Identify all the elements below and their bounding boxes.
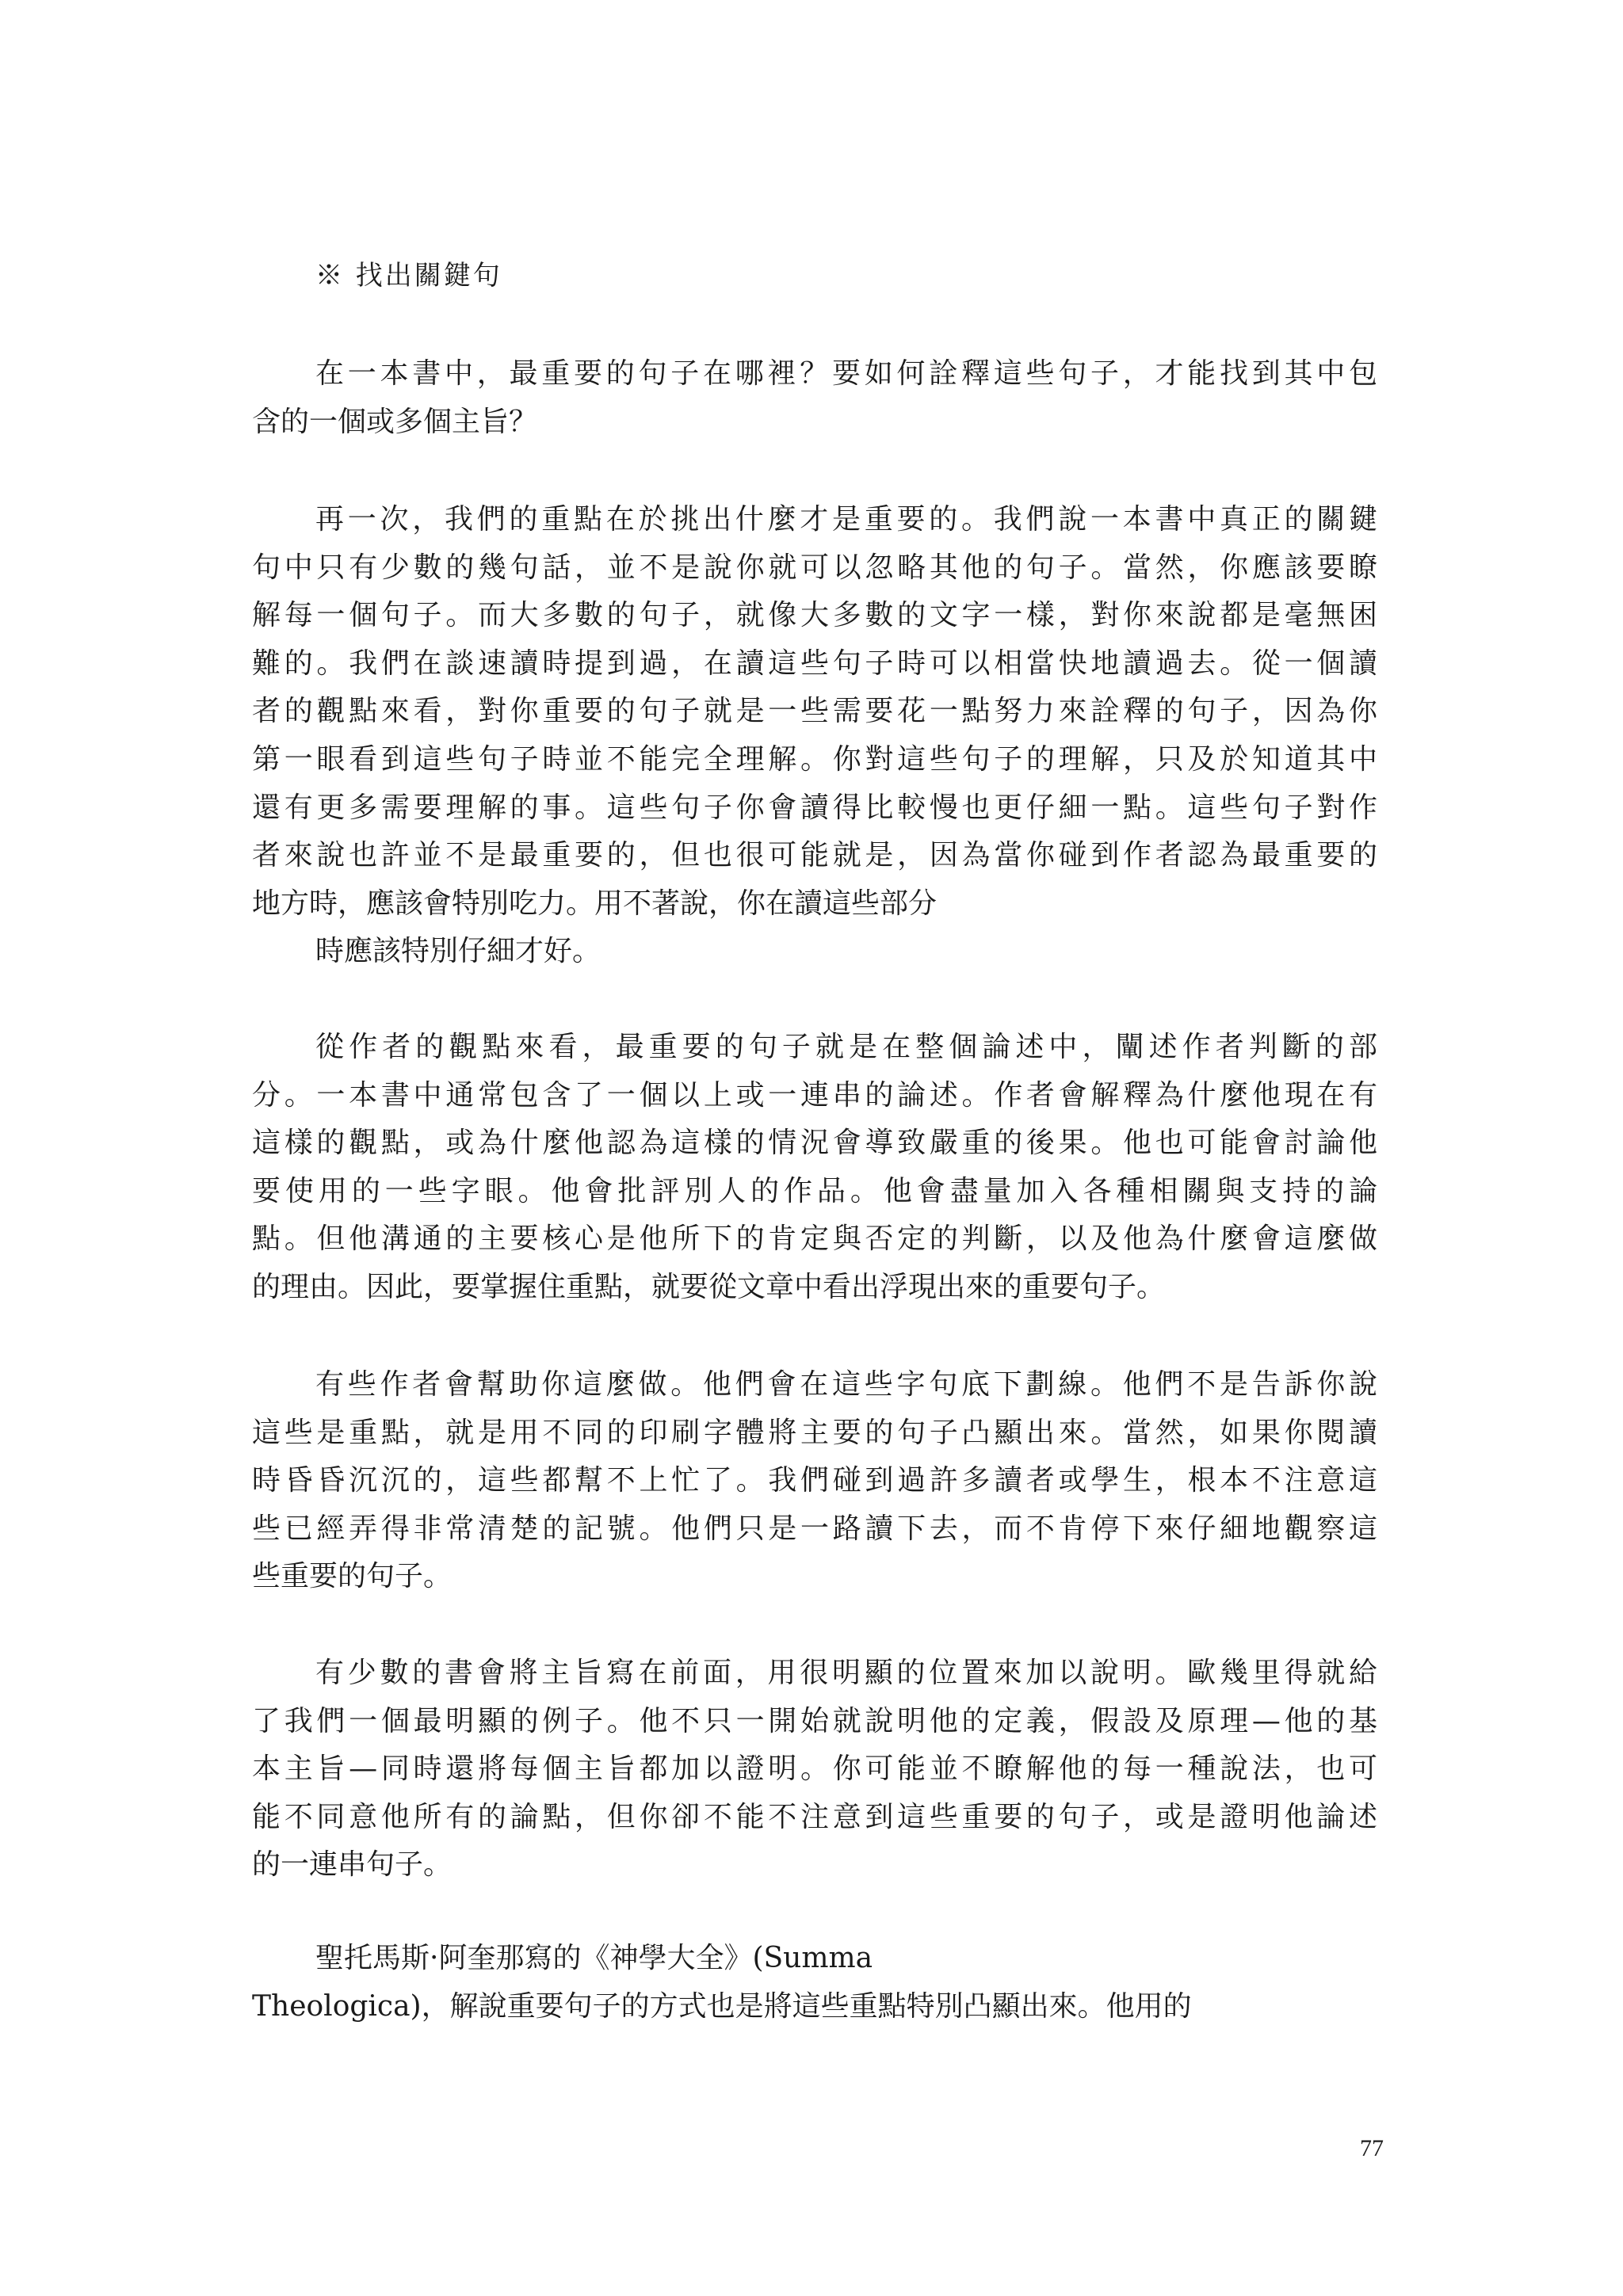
paragraph-line: 些已經弄得非常清楚的記號。他們只是一路讀下去，而不肯停下來仔細地觀察這 <box>252 1512 1377 1545</box>
paragraph-line: 再一次，我們的重點在於挑出什麼才是重要的。我們說一本書中真正的關鍵 <box>315 503 1377 536</box>
paragraph-line: 分。一本書中通常包含了一個以上或一連串的論述。作者會解釋為什麼他現在有 <box>252 1078 1377 1112</box>
paragraph-line: 能不同意他所有的論點，但你卻不能不注意到這些重要的句子，或是證明他論述 <box>252 1800 1377 1833</box>
paragraph-line: 時應該特別仔細才好。 <box>315 935 601 968</box>
paragraph-line: 這樣的觀點，或為什麼他認為這樣的情況會導致嚴重的後果。他也可能會討論他 <box>252 1127 1377 1160</box>
paragraph-line: 有少數的書會將主旨寫在前面，用很明顯的位置來加以說明。歐幾里得就給 <box>315 1657 1377 1689</box>
page-number: 77 <box>1360 2135 1384 2161</box>
paragraph-line: 聖托馬斯·阿奎那寫的《神學大全》(Summa <box>315 1942 873 1974</box>
paragraph-line: 時昏昏沉沉的，這些都幫不上忙了。我們碰到過許多讀者或學生，根本不注意這 <box>252 1464 1377 1497</box>
paragraph-line: 含的一個或多個主旨？ <box>252 405 538 438</box>
paragraph-line: 者的觀點來看，對你重要的句子就是一些需要花一點努力來詮釋的句子，因為你 <box>252 695 1377 728</box>
paragraph-line: 了我們一個最明顯的例子。他不只一開始就說明他的定義，假設及原理—他的基 <box>252 1704 1377 1737</box>
paragraph-line: 解每一個句子。而大多數的句子，就像大多數的文字一樣，對你來說都是毫無困 <box>252 599 1377 632</box>
paragraph-line: 這些是重點，就是用不同的印刷字體將主要的句子凸顯出來。當然，如果你閱讀 <box>252 1416 1377 1449</box>
paragraph-6 <box>252 1935 1377 2031</box>
paragraph-line: 還有更多需要理解的事。這些句子你會讀得比較慢也更仔細一點。這些句子對作 <box>252 791 1377 824</box>
paragraph-3 <box>252 1024 1377 1312</box>
paragraph-line: 難的。我們在談速讀時提到過，在讀這些句子時可以相當快地讀過去。從一個讀 <box>252 646 1377 680</box>
paragraph-line: 的一連串句子。 <box>252 1848 453 1882</box>
paragraph-line: 些重要的句子。 <box>252 1560 453 1593</box>
paragraph-line: 的理由。因此，要掌握住重點，就要從文章中看出浮現出來的重要句子。 <box>252 1270 1166 1303</box>
paragraph-line: 本主旨—同時還將每個主旨都加以證明。你可能並不瞭解他的每一種說法，也可 <box>252 1753 1377 1786</box>
paragraph-line: 有些作者會幫助你這麼做。他們會在這些字句底下劃線。他們不是告訴你說 <box>315 1368 1377 1401</box>
paragraph-line: Theologica)，解說重要句子的方式也是將這些重點特別凸顯出來。他用的 <box>252 1989 1192 2023</box>
paragraph-1 <box>252 350 1377 446</box>
paragraph-line: 第一眼看到這些句子時並不能完全理解。你對這些句子的理解，只及於知道其中 <box>252 742 1377 776</box>
paragraph-2 <box>252 496 1377 976</box>
paragraph-line: 句中只有少數的幾句話，並不是說你就可以忽略其他的句子。當然，你應該要瞭 <box>252 551 1377 584</box>
paragraph-line: 地方時，應該會特別吃力。用不著說，你在讀這些部分 <box>252 887 938 920</box>
paragraph-4 <box>252 1361 1377 1601</box>
paragraph-line: 點。但他溝通的主要核心是他所下的肯定與否定的判斷，以及他為什麼會這麼做 <box>252 1222 1377 1256</box>
section-heading: ※ 找出關鍵句 <box>315 260 502 292</box>
paragraph-line: 從作者的觀點來看，最重要的句子就是在整個論述中，闡述作者判斷的部 <box>315 1031 1377 1063</box>
paragraph-line: 要使用的一些字眼。他會批評別人的作品。他會盡量加入各種相關與支持的論 <box>252 1174 1377 1207</box>
paragraph-5 <box>252 1650 1377 1890</box>
paragraph-line: 者來說也許並不是最重要的，但也很可能就是，因為當你碰到作者認為最重要的 <box>252 839 1377 872</box>
paragraph-line: 在一本書中，最重要的句子在哪裡？要如何詮釋這些句子，才能找到其中包 <box>315 357 1377 390</box>
